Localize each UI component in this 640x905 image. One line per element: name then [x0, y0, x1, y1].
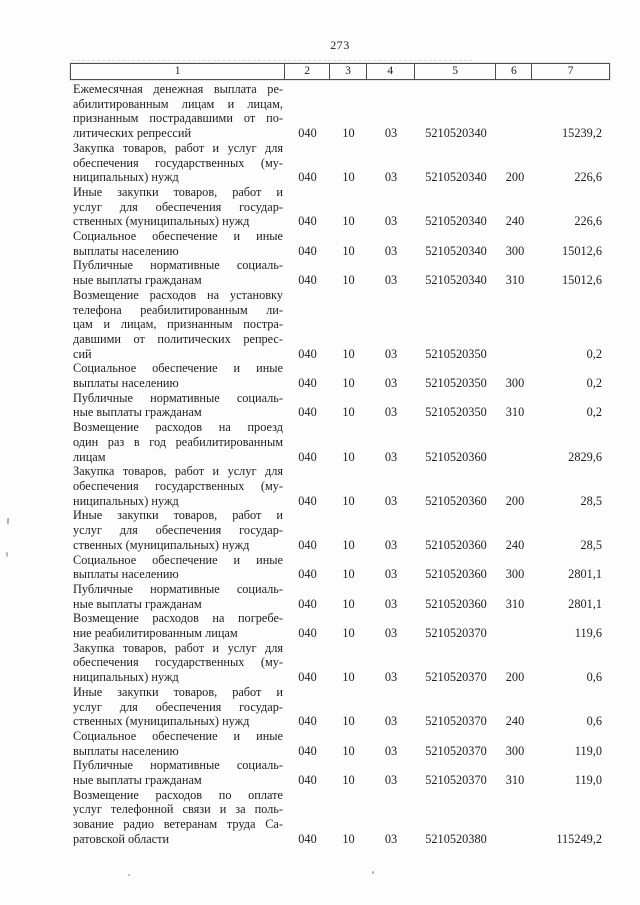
table-row — [70, 141, 610, 185]
cell-col3-code: 10 — [342, 596, 355, 611]
table-row — [70, 508, 610, 552]
cell-col6-code: 310 — [505, 773, 525, 788]
expense-name-line: абилитированным лицам и лицам, — [73, 96, 283, 111]
cell-col6-code: 300 — [505, 376, 525, 391]
cell-expense-name — [70, 420, 285, 464]
cell-col2-code: 040 — [298, 493, 317, 508]
expense-name-line: Закупка товаров, работ и услуг для — [73, 464, 283, 479]
cell-col4-code: 03 — [384, 376, 398, 391]
expense-name-line: выплаты населению — [73, 567, 179, 582]
cell-col5-code: 5210520360 — [425, 449, 487, 464]
expense-name-line: зование радио ветеранам труда Са- — [73, 817, 283, 832]
cell-col6-code: 310 — [505, 596, 525, 611]
cell-col3-code: 10 — [342, 773, 355, 788]
table-row — [70, 391, 610, 420]
scan-artifact-mark — [6, 552, 8, 557]
cell-col2-code: 040 — [298, 170, 317, 185]
table-header-row — [70, 63, 610, 80]
expense-name-line: цам и лицам, признанным постра- — [73, 317, 283, 332]
table-header-cell-2: 2 — [285, 64, 330, 79]
cell-col3-code: 10 — [342, 273, 355, 288]
cell-col6-code: 240 — [505, 214, 525, 229]
table-row — [70, 685, 610, 729]
cell-col5-code: 5210520350 — [425, 376, 487, 391]
table-row — [70, 361, 610, 390]
cell-col2-code: 040 — [298, 714, 317, 729]
page-number: 273 — [330, 38, 350, 52]
cell-amount: 119,0 — [574, 743, 602, 758]
expense-name-line: литических репрессий — [73, 126, 192, 141]
table-header-cell-5: 5 — [415, 64, 497, 79]
cell-col4-code: 03 — [384, 626, 398, 641]
table-header-cell-6: 6 — [496, 64, 532, 79]
cell-col6-code: 310 — [505, 405, 525, 420]
cell-amount: 0,6 — [586, 714, 602, 729]
expense-name-line: Социальное обеспечение и иные — [73, 229, 283, 244]
cell-expense-name — [70, 611, 285, 640]
cell-col5-code: 5210520360 — [425, 537, 487, 552]
expense-name-line: сий — [73, 346, 92, 361]
cell-col2-code: 040 — [298, 670, 317, 685]
budget-table — [70, 63, 610, 847]
cell-col3-code: 10 — [342, 346, 355, 361]
cell-expense-name — [70, 641, 285, 685]
expense-name-line: услуг для обеспечения государ- — [73, 199, 283, 214]
scan-artifact-mark — [7, 518, 9, 524]
cell-amount: 15012,6 — [562, 273, 602, 288]
cell-col6-code: 240 — [505, 714, 525, 729]
table-row — [70, 420, 610, 464]
cell-col5-code: 5210520370 — [425, 626, 487, 641]
cell-col5-code: 5210520370 — [425, 714, 487, 729]
scan-artifact-speck — [372, 871, 374, 874]
expense-name-line: ные выплаты гражданам — [73, 405, 202, 420]
cell-col4-code: 03 — [384, 170, 398, 185]
cell-col4-code: 03 — [384, 743, 398, 758]
cell-expense-name — [70, 464, 285, 508]
expense-name-line: выплаты населению — [73, 243, 179, 258]
expense-name-line: ные выплаты гражданам — [73, 773, 202, 788]
cell-col4-code: 03 — [384, 714, 398, 729]
cell-expense-name — [70, 288, 285, 362]
cell-col4-code: 03 — [384, 670, 398, 685]
cell-col3-code: 10 — [342, 670, 355, 685]
expense-name-line: Социальное обеспечение и иные — [73, 728, 283, 743]
cell-col2-code: 040 — [298, 449, 317, 464]
expense-name-line: ственных (муниципальных) нужд — [73, 537, 250, 552]
cell-expense-name — [70, 229, 285, 258]
cell-col2-code: 040 — [298, 273, 317, 288]
cell-expense-name — [70, 758, 285, 787]
cell-col4-code: 03 — [384, 773, 398, 788]
cell-col5-code: 5210520380 — [425, 831, 487, 846]
expense-name-line: Возмещение расходов на установку — [73, 287, 283, 302]
cell-col5-code: 5210520360 — [425, 596, 487, 611]
cell-amount: 226,6 — [574, 214, 602, 229]
scan-artifact-line — [72, 60, 472, 61]
table-row — [70, 464, 610, 508]
cell-col6-code: 300 — [505, 243, 525, 258]
expense-name-line: Социальное обеспечение и иные — [73, 552, 283, 567]
table-header-cell-1: 1 — [71, 64, 285, 79]
cell-col3-code: 10 — [342, 170, 355, 185]
cell-col5-code: 5210520370 — [425, 670, 487, 685]
cell-col2-code: 040 — [298, 405, 317, 420]
cell-amount: 119,0 — [574, 773, 602, 788]
expense-name-line: Иные закупки товаров, работ и — [73, 508, 283, 523]
expense-name-line: Возмещение расходов по оплате — [73, 787, 283, 802]
expense-name-line: услуг для обеспечения государ- — [73, 523, 283, 538]
expense-name-line: Закупка товаров, работ и услуг для — [73, 640, 283, 655]
expense-name-line: один раз в год реабилитированным — [73, 434, 283, 449]
cell-expense-name — [70, 361, 285, 390]
cell-col4-code: 03 — [384, 126, 398, 141]
cell-col2-code: 040 — [298, 626, 317, 641]
cell-col4-code: 03 — [384, 567, 398, 582]
cell-col4-code: 03 — [384, 831, 398, 846]
expense-name-line: услуг телефонной связи и за поль- — [73, 802, 283, 817]
cell-col3-code: 10 — [342, 214, 355, 229]
cell-col2-code: 040 — [298, 743, 317, 758]
cell-col3-code: 10 — [342, 714, 355, 729]
cell-expense-name — [70, 508, 285, 552]
cell-expense-name — [70, 788, 285, 847]
expense-name-line: ниципальных) нужд — [73, 170, 179, 185]
cell-expense-name — [70, 391, 285, 420]
expense-name-line: обеспечения государственных (му- — [73, 655, 283, 670]
cell-col3-code: 10 — [342, 376, 355, 391]
cell-col3-code: 10 — [342, 449, 355, 464]
cell-amount: 226,6 — [574, 170, 602, 185]
cell-col3-code: 10 — [342, 537, 355, 552]
expense-name-line: обеспечения государственных (му- — [73, 478, 283, 493]
cell-amount: 15239,2 — [562, 126, 602, 141]
table-row — [70, 288, 610, 362]
cell-col5-code: 5210520370 — [425, 743, 487, 758]
cell-col5-code: 5210520340 — [425, 170, 487, 185]
cell-col3-code: 10 — [342, 743, 355, 758]
table-row — [70, 758, 610, 787]
table-row — [70, 641, 610, 685]
cell-col3-code: 10 — [342, 567, 355, 582]
cell-col6-code: 200 — [505, 493, 525, 508]
cell-col5-code: 5210520370 — [425, 773, 487, 788]
expense-name-line: ниципальных) нужд — [73, 493, 179, 508]
table-row — [70, 729, 610, 758]
expense-name-line: давшими от политических репрес- — [73, 331, 283, 346]
cell-col2-code: 040 — [298, 567, 317, 582]
cell-expense-name — [70, 185, 285, 229]
cell-col2-code: 040 — [298, 346, 317, 361]
expense-name-line: обеспечения государственных (му- — [73, 155, 283, 170]
cell-expense-name — [70, 729, 285, 758]
cell-col5-code: 5210520360 — [425, 567, 487, 582]
table-row — [70, 611, 610, 640]
cell-amount: 15012,6 — [562, 243, 602, 258]
cell-col6-code: 300 — [505, 567, 525, 582]
cell-col2-code: 040 — [298, 126, 317, 141]
expense-name-line: ние реабилитированным лицам — [73, 626, 238, 641]
expense-name-line: ственных (муниципальных) нужд — [73, 214, 250, 229]
cell-col4-code: 03 — [384, 346, 398, 361]
expense-name-line: выплаты населению — [73, 743, 179, 758]
expense-name-line: Возмещение расходов на погребе- — [73, 611, 283, 626]
expense-name-line: Публичные нормативные социаль- — [73, 758, 283, 773]
cell-expense-name — [70, 258, 285, 287]
cell-expense-name — [70, 685, 285, 729]
cell-amount: 0,2 — [586, 376, 602, 391]
table-header-cell-3: 3 — [330, 64, 367, 79]
cell-col5-code: 5210520350 — [425, 405, 487, 420]
expense-name-line: Социальное обеспечение и иные — [73, 361, 283, 376]
expense-name-line: Закупка товаров, работ и услуг для — [73, 140, 283, 155]
cell-expense-name — [70, 141, 285, 185]
cell-col6-code: 200 — [505, 670, 525, 685]
cell-col4-code: 03 — [384, 405, 398, 420]
expense-name-line: Иные закупки товаров, работ и — [73, 184, 283, 199]
table-header-cell-7: 7 — [567, 65, 574, 77]
cell-amount: 2801,1 — [568, 567, 602, 582]
cell-col2-code: 040 — [298, 376, 317, 391]
cell-expense-name — [70, 582, 285, 611]
table-body — [70, 82, 610, 847]
cell-col3-code: 10 — [342, 405, 355, 420]
cell-col4-code: 03 — [384, 493, 398, 508]
cell-col3-code: 10 — [342, 243, 355, 258]
expense-name-line: лицам — [73, 449, 106, 464]
cell-amount: 0,6 — [586, 670, 602, 685]
cell-col6-code: 200 — [505, 170, 525, 185]
table-row — [70, 788, 610, 847]
expense-name-line: ные выплаты гражданам — [73, 273, 202, 288]
expense-name-line: Ежемесячная денежная выплата ре- — [73, 82, 283, 96]
cell-amount: 115249,2 — [556, 831, 602, 846]
cell-col3-code: 10 — [342, 493, 355, 508]
cell-amount: 0,2 — [586, 405, 602, 420]
expense-name-line: услуг для обеспечения государ- — [73, 699, 283, 714]
table-row — [70, 185, 610, 229]
cell-amount: 2801,1 — [568, 596, 602, 611]
cell-col2-code: 040 — [298, 596, 317, 611]
expense-name-line: Иные закупки товаров, работ и — [73, 684, 283, 699]
cell-col4-code: 03 — [384, 243, 398, 258]
cell-col4-code: 03 — [384, 214, 398, 229]
scan-artifact-speck — [128, 874, 130, 876]
cell-col4-code: 03 — [384, 596, 398, 611]
cell-col4-code: 03 — [384, 273, 398, 288]
cell-col4-code: 03 — [384, 449, 398, 464]
expense-name-line: ниципальных) нужд — [73, 670, 179, 685]
cell-col5-code: 5210520340 — [425, 214, 487, 229]
cell-col5-code: 5210520340 — [425, 243, 487, 258]
cell-col3-code: 10 — [342, 126, 355, 141]
cell-col5-code: 5210520350 — [425, 346, 487, 361]
table-header-cell-4: 4 — [367, 64, 415, 79]
cell-amount: 2829,6 — [568, 449, 602, 464]
cell-col2-code: 040 — [298, 243, 317, 258]
cell-col2-code: 040 — [298, 831, 317, 846]
expense-name-line: ственных (муниципальных) нужд — [73, 714, 250, 729]
cell-col6-code: 240 — [505, 537, 525, 552]
cell-col3-code: 10 — [342, 831, 355, 846]
cell-amount: 0,2 — [586, 346, 602, 361]
table-row — [70, 229, 610, 258]
expense-name-line: Публичные нормативные социаль- — [73, 390, 283, 405]
expense-name-line: ные выплаты гражданам — [73, 596, 202, 611]
cell-col2-code: 040 — [298, 773, 317, 788]
table-row — [70, 258, 610, 287]
cell-amount: 119,6 — [574, 626, 602, 641]
expense-name-line: ратовской области — [73, 831, 170, 846]
cell-col6-code: 300 — [505, 743, 525, 758]
expense-name-line: телефона реабилитированным ли- — [73, 302, 283, 317]
cell-col2-code: 040 — [298, 214, 317, 229]
cell-col6-code: 310 — [505, 273, 525, 288]
cell-expense-name — [70, 82, 285, 141]
cell-col5-code: 5210520340 — [425, 273, 487, 288]
expense-name-line: Возмещение расходов на проезд — [73, 420, 283, 435]
cell-amount: 28,5 — [580, 537, 602, 552]
cell-col2-code: 040 — [298, 537, 317, 552]
cell-col3-code: 10 — [342, 626, 355, 641]
table-row — [70, 553, 610, 582]
cell-col4-code: 03 — [384, 537, 398, 552]
cell-expense-name — [70, 553, 285, 582]
cell-col5-code: 5210520340 — [425, 126, 487, 141]
expense-name-line: Публичные нормативные социаль- — [73, 581, 283, 596]
table-row — [70, 582, 610, 611]
expense-name-line: Публичные нормативные социаль- — [73, 258, 283, 273]
cell-col5-code: 5210520360 — [425, 493, 487, 508]
table-row — [70, 82, 610, 141]
expense-name-line: признанным пострадавшими от по- — [73, 111, 283, 126]
cell-amount: 28,5 — [580, 493, 602, 508]
expense-name-line: выплаты населению — [73, 376, 179, 391]
